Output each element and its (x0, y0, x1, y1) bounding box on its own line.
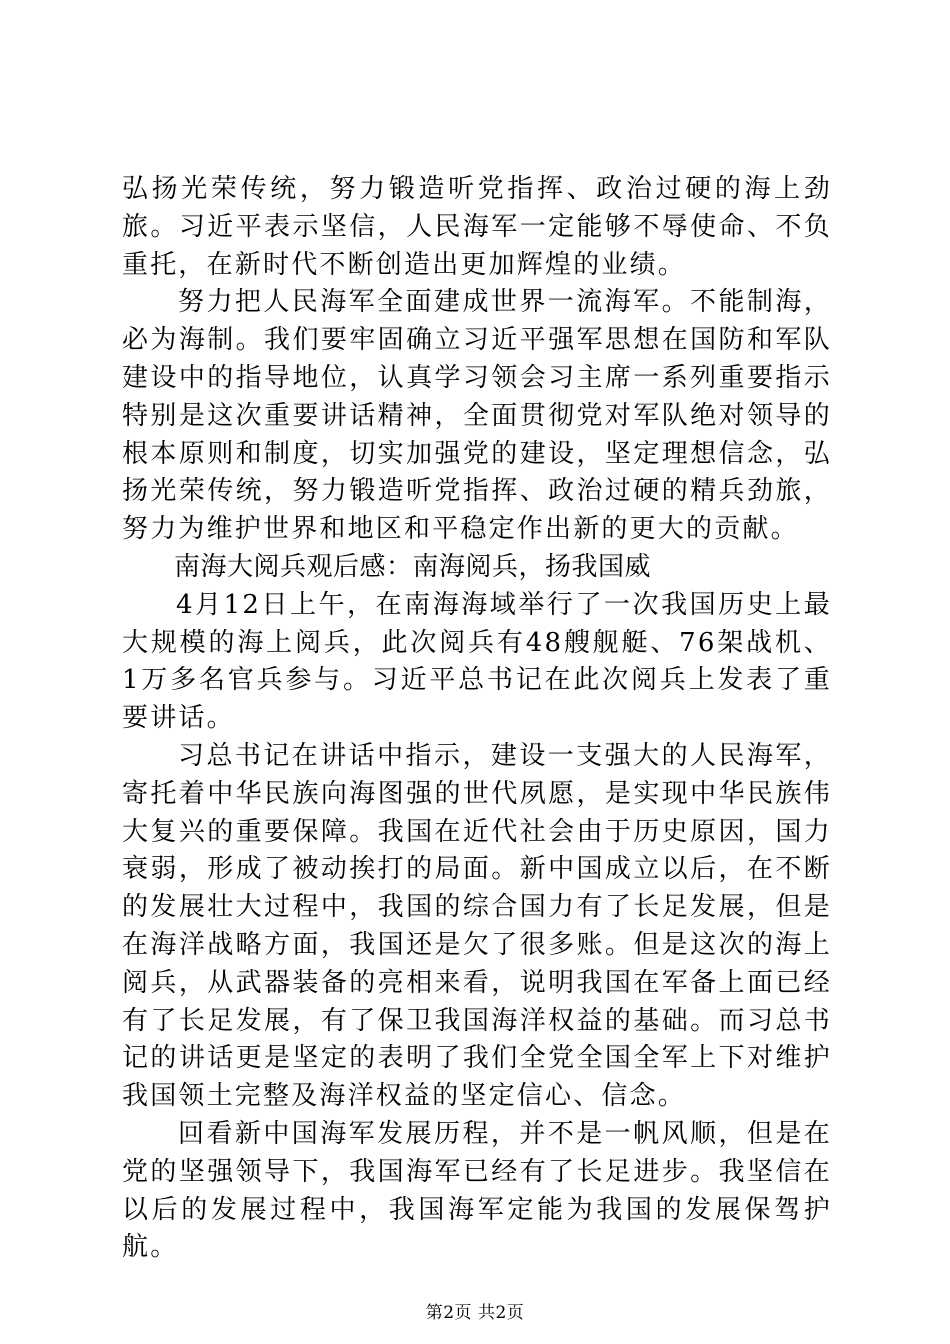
page-number-footer: 第2页 共2页 (425, 1303, 525, 1323)
paragraph-conclusion: 回看新中国海军发展历程，并不是一帆风顺，但是在党的坚强领导下，我国海军已经有了长足进步。我坚信在以后的发展过程中，我国海军定能为我国的发展保驾护航。 (122, 1118, 832, 1263)
paragraph-continuation: 弘扬光荣传统，努力锻造听党指挥、政治过硬的海上劲旅。习近平表示坚信，人民海军一定能够不辱使命、不负重托，在新时代不断创造出更加辉煌的业绩。 (122, 174, 832, 280)
paragraph-world-class-navy: 努力把人民海军全面建成世界一流海军。不能制海，必为海制。我们要牢固确立习近平强军思想在国防和军队建设中的指导地位，认真学习领会习主席一系列重要指示特别是这次重要讲话精神，全面贯彻党对军队绝对领导的根本原则和制度，切实加强党的建设，坚定理想信念，弘扬光荣传统，努力锻造听党指挥、政治过硬的精兵劲旅，努力为维护世界和地区和平稳定作出新的更大的贡献。 (122, 287, 832, 545)
paragraph-review-intro: 4月12日上午，在南海海域举行了一次我国历史上最大规模的海上阅兵，此次阅兵有48艘舰艇、76架战机、1万多名官兵参与。习近平总书记在此次阅兵上发表了重要讲话。 (122, 589, 832, 734)
section-heading: 南海大阅兵观后感：南海阅兵，扬我国威 (174, 551, 652, 582)
document-body (122, 171, 832, 1267)
paragraph-speech-analysis: 习总书记在讲话中指示，建设一支强大的人民海军，寄托着中华民族向海图强的世代夙愿，是实现中华民族伟大复兴的重要保障。我国在近代社会由于历史原因，国力衰弱，形成了被动挨打的局面。新中国成立以后，在不断的发展壮大过程中，我国的综合国力有了长足发展，但是在海洋战略方面，我国还是欠了很多账。但是这次的海上阅兵，从武器装备的亮相来看，说明我国在军备上面已经有了长足发展，有了保卫我国海洋权益的基础。而习总书记的讲话更是坚定的表明了我们全党全国全军上下对维护我国领土完整及海洋权益的坚定信心、信念。 (122, 740, 832, 1112)
